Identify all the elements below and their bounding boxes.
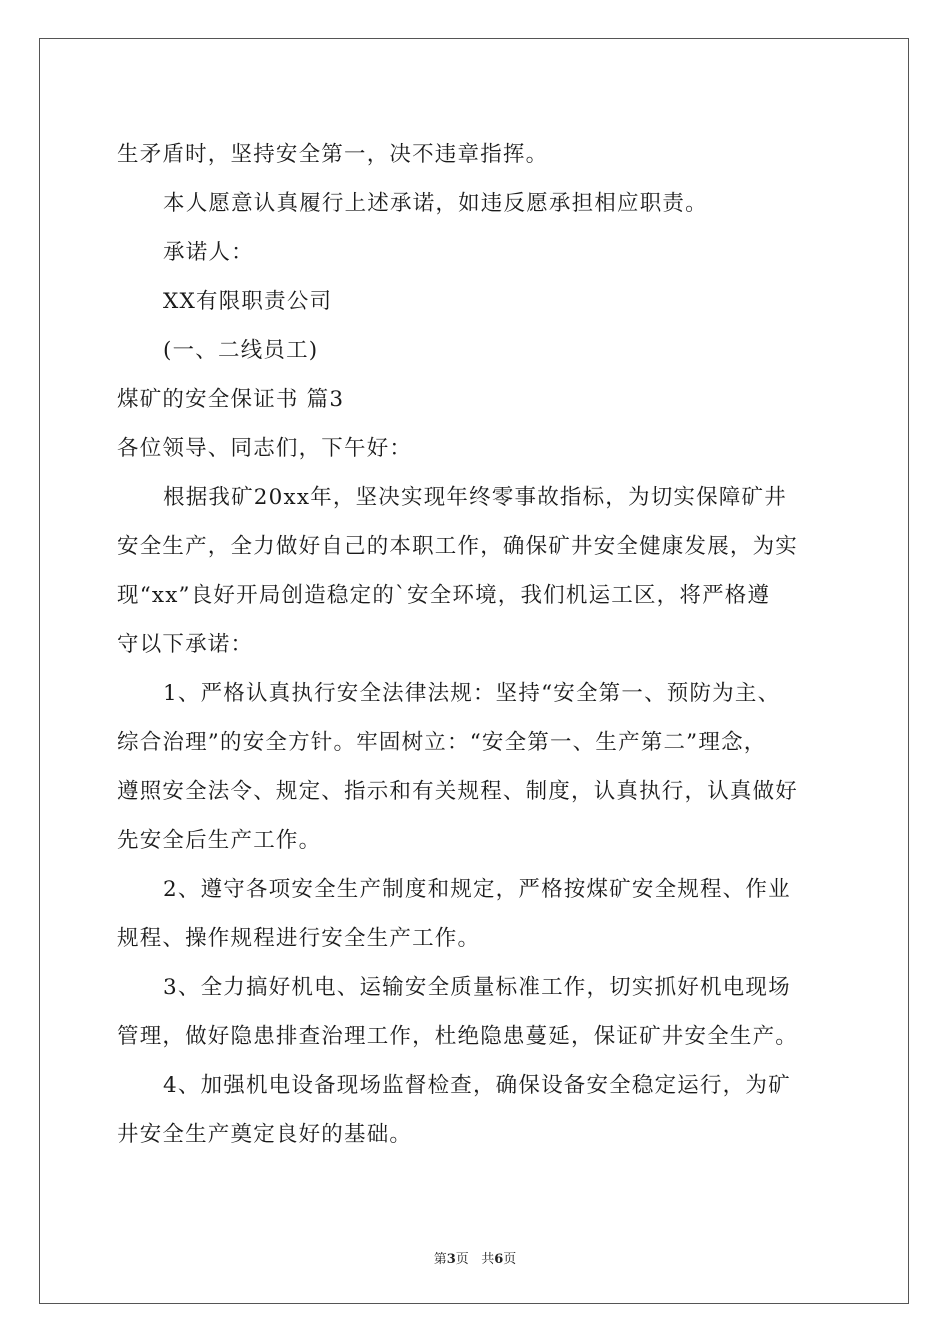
paragraph-line: 守以下承诺： [117, 632, 254, 657]
paragraph-line: 遵照安全法令、规定、指示和有关规程、制度，认真执行，认真做好 [117, 779, 799, 804]
paragraph-line: 1、严格认真执行安全法律法规：坚持“安全第一、预防为主、 [163, 681, 781, 706]
paragraph-line: 2、遵守各项安全生产制度和规定，严格按煤矿安全规程、作业 [163, 877, 791, 902]
paragraph-line: XX有限职责公司 [163, 289, 333, 314]
paragraph-line: 各位领导、同志们，下午好： [117, 436, 413, 461]
paragraph-line: 本人愿意认真履行上述承诺，如违反愿承担相应职责。 [163, 191, 708, 216]
paragraph-line: 根据我矿20xx年，坚决实现年终零事故指标，为切实保障矿井 [163, 485, 787, 510]
paragraph-line: 3、全力搞好机电、运输安全质量标准工作，切实抓好机电现场 [163, 975, 791, 1000]
footer-mid: 页 共 [455, 1252, 495, 1267]
footer-page-total: 6 [494, 1252, 504, 1267]
footer-suffix: 页 [503, 1252, 517, 1267]
paragraph-line: 生矛盾时，坚持安全第一，决不违章指挥。 [117, 142, 549, 167]
page-footer [0, 1248, 950, 1267]
paragraph-line: 现“xx”良好开局创造稳定的`安全环境，我们机运工区，将严格遵 [117, 583, 771, 608]
paragraph-line: 煤矿的安全保证书 篇3 [117, 387, 345, 412]
footer-prefix: 第 [433, 1252, 447, 1267]
paragraph-line: (一、二线员工) [163, 338, 319, 363]
paragraph-line: 先安全后生产工作。 [117, 828, 322, 853]
paragraph-line: 承诺人： [163, 240, 254, 265]
paragraph-line: 井安全生产奠定良好的基础。 [117, 1122, 413, 1147]
paragraph-line: 综合治理”的安全方针。牢固树立：“安全第一、生产第二”理念， [117, 730, 767, 755]
paragraph-line: 管理，做好隐患排查治理工作，杜绝隐患蔓延，保证矿井安全生产。 [117, 1024, 799, 1049]
paragraph-line: 安全生产，全力做好自己的本职工作，确保矿井安全健康发展，为实 [117, 534, 799, 559]
paragraph-line: 规程、操作规程进行安全生产工作。 [117, 926, 481, 951]
document-body [117, 130, 833, 1159]
footer-page-current: 3 [446, 1252, 456, 1267]
paragraph-line: 4、加强机电设备现场监督检查，确保设备安全稳定运行，为矿 [163, 1073, 791, 1098]
